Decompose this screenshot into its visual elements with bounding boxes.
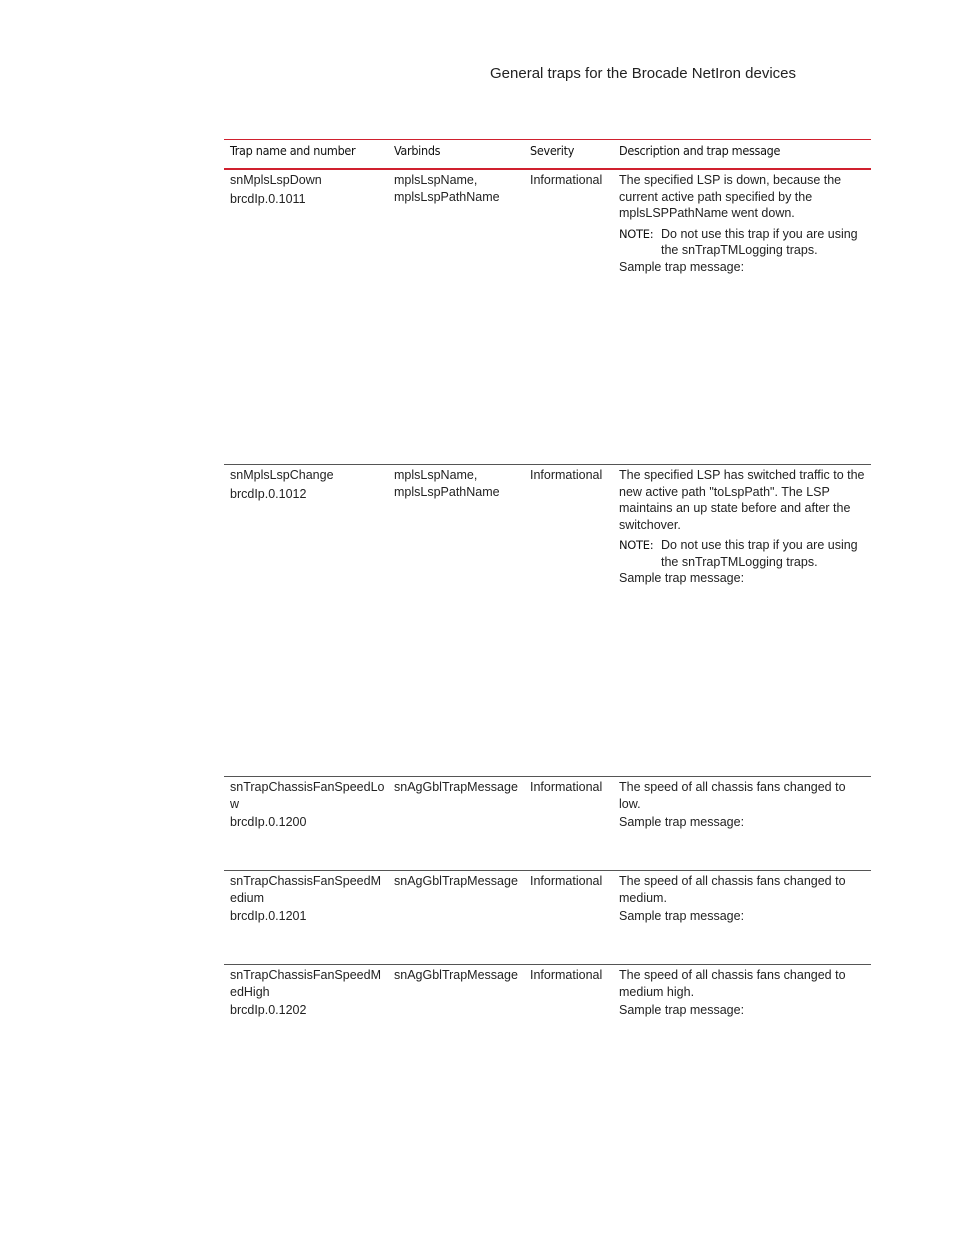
varbind: snAgGblTrapMessage — [394, 874, 518, 888]
trap-name-continued: edium — [230, 890, 265, 905]
varbinds-cell — [394, 172, 522, 205]
running-header-title: General traps for the Brocade NetIron devices — [490, 65, 796, 82]
trap-number: brcdIp.0.1012 — [230, 486, 307, 501]
sample-trap-label: Sample trap message: — [619, 259, 745, 274]
table-row — [224, 170, 871, 464]
sample-trap-label: Sample trap message: — [619, 571, 745, 585]
varbinds-cell — [394, 967, 522, 984]
sample-trap-label: Sample trap message: — [619, 1003, 745, 1017]
severity-cell: Informational — [530, 968, 603, 982]
trap-name: snMplsLspChange — [230, 468, 334, 482]
sample-trap-label: Sample trap message: — [619, 909, 745, 923]
trap-name: snMplsLspDown — [230, 173, 322, 187]
varbinds-cell — [394, 467, 522, 500]
varbinds-cell — [394, 779, 522, 796]
trap-name-cell — [230, 967, 388, 1019]
description-text: The specified LSP is down, because the current active path specified by the mplsLSPPathName went down. — [619, 173, 842, 220]
description-cell — [619, 779, 869, 831]
trap-name-continued: edHigh — [230, 984, 270, 999]
table-row — [224, 777, 871, 870]
column-header-varbinds: Varbinds — [394, 143, 441, 158]
trap-number: brcdIp.0.1202 — [230, 1003, 307, 1017]
varbind: mplsLspPathName — [394, 484, 500, 499]
note-label: NOTE: — [619, 226, 654, 241]
description-text: The speed of all chassis fans changed to medium. — [619, 874, 846, 905]
note — [619, 226, 869, 259]
description-text: The speed of all chassis fans changed to low. — [619, 780, 846, 811]
column-header-severity: Severity — [530, 143, 575, 158]
column-header-description: Description and trap message — [619, 143, 781, 158]
note-label: NOTE: — [619, 538, 654, 552]
severity-cell: Informational — [530, 780, 603, 794]
note-text: Do not use this trap if you are using the snTrapTMLogging traps. — [661, 538, 858, 569]
varbind: mplsLspName, — [394, 173, 478, 187]
trap-number: brcdIp.0.1011 — [230, 191, 306, 206]
varbind: mplsLspName, — [394, 468, 478, 482]
trap-number: brcdIp.0.1201 — [230, 909, 307, 923]
traps-table — [224, 139, 871, 1035]
severity-cell: Informational — [530, 468, 603, 482]
description-cell — [619, 873, 869, 925]
description-text: The specified LSP has switched traffic to the new active path "toLspPath". The LSP maintains an up state before and after the switchover. — [619, 468, 865, 532]
trap-name: snTrapChassisFanSpeedM — [230, 874, 381, 888]
table-row — [224, 871, 871, 964]
severity-cell: Informational — [530, 874, 603, 888]
sample-trap-label: Sample trap message: — [619, 815, 745, 829]
trap-name: snTrapChassisFanSpeedLo — [230, 780, 385, 794]
trap-name-cell — [230, 172, 388, 207]
trap-name-cell — [230, 779, 388, 831]
severity-cell: Informational — [530, 173, 603, 187]
table-header-row — [224, 140, 871, 168]
note — [619, 537, 869, 570]
trap-name-cell — [230, 467, 388, 502]
table-row — [224, 965, 871, 1035]
column-header-trap-name: Trap name and number — [230, 143, 356, 158]
trap-name-continued: w — [230, 796, 240, 811]
table-row — [224, 465, 871, 776]
trap-name-cell — [230, 873, 388, 925]
description-cell — [619, 172, 869, 275]
varbinds-cell — [394, 873, 522, 890]
varbind: snAgGblTrapMessage — [394, 780, 518, 794]
description-cell — [619, 967, 869, 1019]
trap-number: brcdIp.0.1200 — [230, 815, 307, 829]
description-cell — [619, 467, 869, 587]
description-text: The speed of all chassis fans changed to medium high. — [619, 968, 846, 999]
varbind: mplsLspPathName — [394, 189, 500, 204]
varbind: snAgGblTrapMessage — [394, 968, 518, 982]
trap-name: snTrapChassisFanSpeedM — [230, 968, 381, 982]
note-text: Do not use this trap if you are using the snTrapTMLogging traps. — [661, 226, 858, 257]
